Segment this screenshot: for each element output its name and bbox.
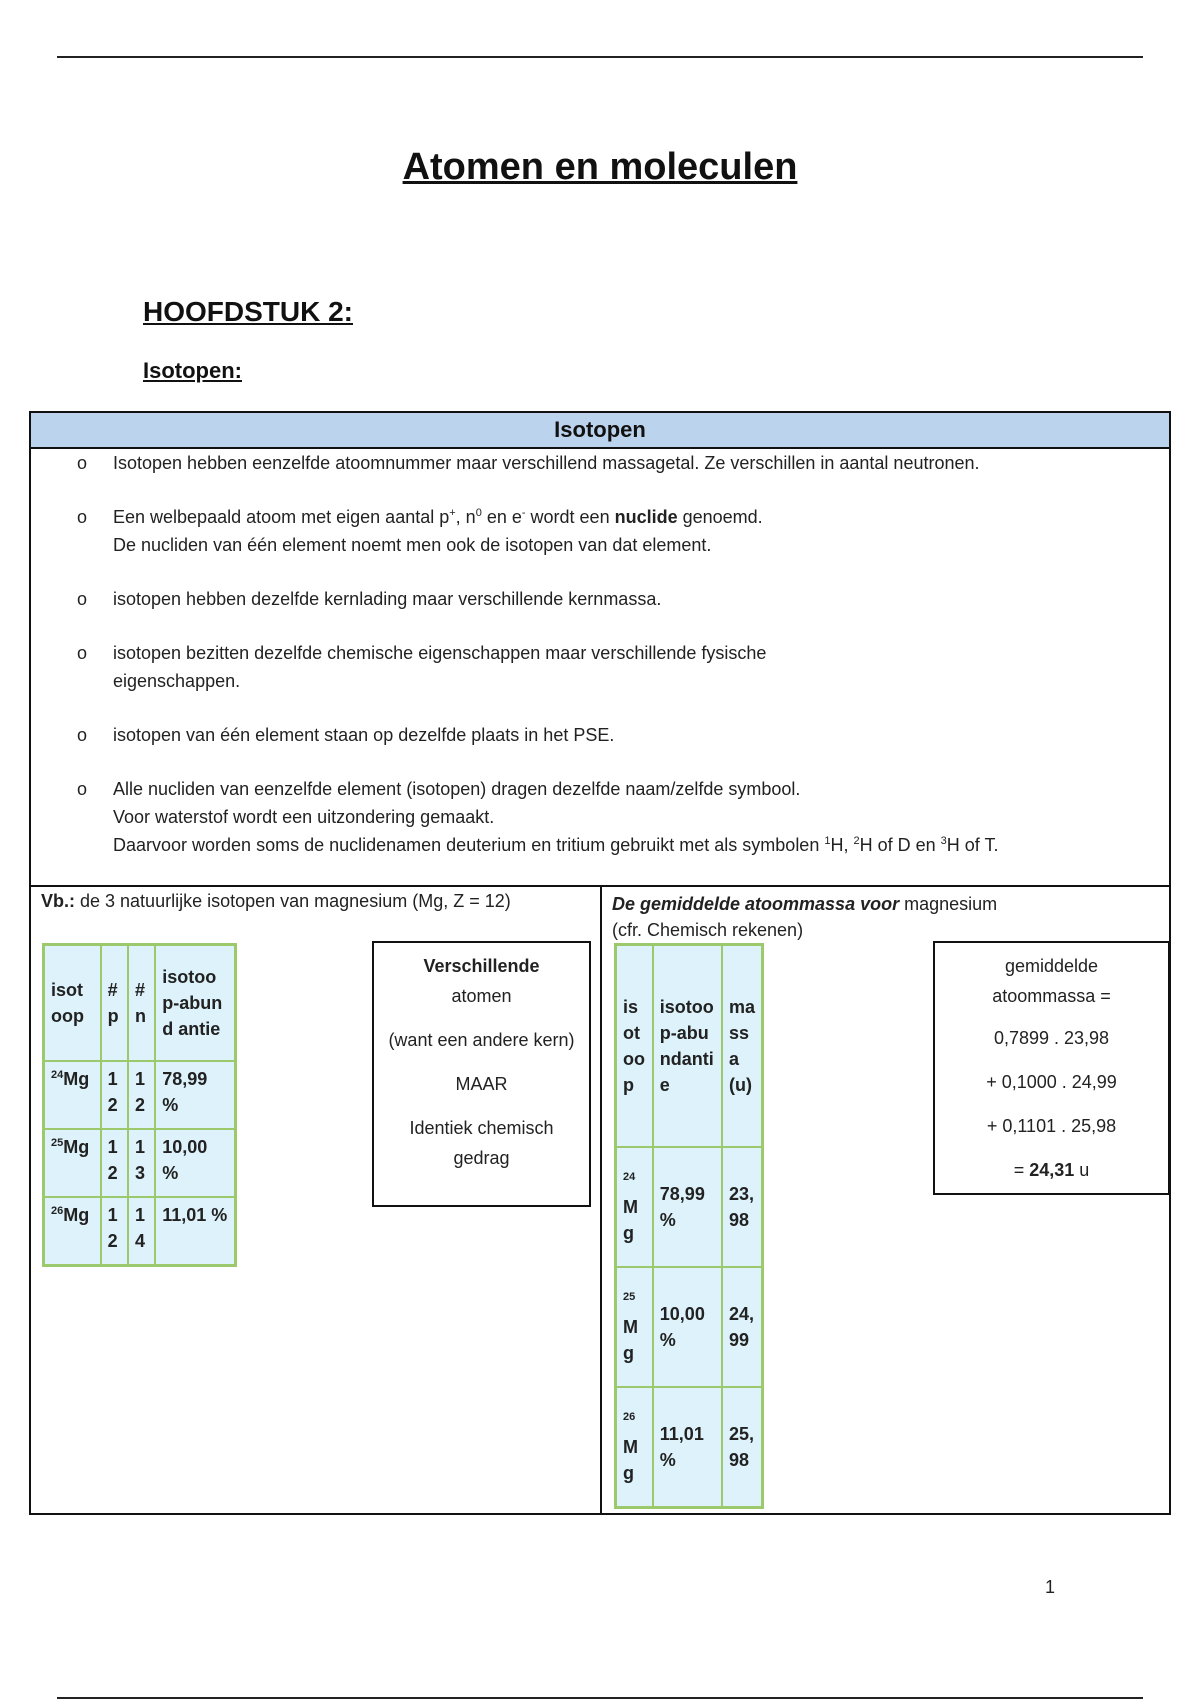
table-cell: $^{26}$ Mg (616, 1387, 653, 1508)
note-text: (want een andere kern) (388, 1030, 575, 1050)
bullet-mark: o (77, 779, 88, 799)
header-rule (57, 56, 1143, 58)
bullet-text: eigenschappen. (113, 671, 241, 691)
table-cell: $^{24}$Mg (44, 1061, 101, 1129)
section-heading: Isotopen: (143, 358, 242, 383)
calc-line: + 0,1000 . 24,99 (986, 1072, 1117, 1092)
bullet-mark: o (77, 643, 88, 663)
average-table (614, 943, 764, 1509)
note-text: MAAR (455, 1074, 508, 1094)
bullet-text: De nucliden van één element noemt men ook de isotopen van dat element. (113, 535, 712, 555)
bullet-text: Daarvoor worden soms de nuclidenamen deuterium en tritium gebruikt met als symbolen $^1$H, $^2$H of D en $^3$H of T. (113, 835, 999, 855)
table-header-cell: isotoop-abundantie (653, 945, 722, 1148)
page-number: 1 (1045, 1577, 1056, 1597)
calc-result: = 24,31 u (1013, 1160, 1090, 1180)
table-header-cell: isotoo p-abund antie (155, 945, 235, 1062)
table-header-row (44, 945, 236, 1062)
bullet-text: Voor waterstof wordt een uitzondering gemaakt. (113, 807, 495, 827)
table-cell: 24,99 (722, 1267, 763, 1387)
table-cell: $^{25}$Mg (44, 1129, 101, 1197)
table-row (44, 1197, 236, 1266)
table-cell: 25,98 (722, 1387, 763, 1508)
table-header-cell: isotoop (616, 945, 653, 1148)
table-cell: 12 (128, 1061, 155, 1129)
table-cell: 10,00 % (155, 1129, 235, 1197)
example-label: Vb.: de 3 natuurlijke isotopen van magnesium (Mg, Z = 12) (41, 891, 511, 911)
table-cell: 12 (101, 1197, 128, 1266)
isotopen-box (29, 411, 1171, 1515)
bullet-text: isotopen hebben dezelfde kernlading maar verschillende kernmassa. (113, 589, 662, 609)
difference-note (372, 941, 591, 1207)
bullet-text: Isotopen hebben eenzelfde atoomnummer maar verschillend massagetal. Ze verschillen in aantal neutronen. (113, 453, 980, 473)
table-cell: $^{26}$Mg (44, 1197, 101, 1266)
bullet-text: Alle nucliden van eenzelfde element (isotopen) dragen dezelfde naam/zelfde symbool. (113, 779, 801, 799)
table-cell: 10,00 % (653, 1267, 722, 1387)
bullet-mark: o (77, 725, 88, 745)
document-title: Atomen en moleculen (402, 146, 798, 188)
table-row (44, 1061, 236, 1129)
bullet-text: Een welbepaald atoom met eigen aantal p+, $n^0$ en e- wordt een nuclide genoemd. (113, 507, 763, 527)
calc-line: 0,7899 . 23,98 (993, 1028, 1110, 1048)
table-cell: 12 (101, 1129, 128, 1197)
isotope-table (42, 943, 237, 1267)
table-header-cell: massa (u) (722, 945, 763, 1148)
table-header-cell: isot oop (44, 945, 101, 1062)
note-text: Identiek chemisch gedrag (409, 1118, 554, 1168)
average-label: De gemiddelde atoommassa voor magnesium (cfr. Chemisch rekenen) (612, 894, 998, 940)
note-heading: Verschillende (423, 956, 540, 976)
bullet-mark: o (77, 507, 88, 527)
calc-heading: gemiddelde atoommassa = (992, 956, 1111, 1006)
table-cell: 78,99 % (653, 1147, 722, 1267)
table-cell: 23,98 (722, 1147, 763, 1267)
table-row (616, 1147, 763, 1267)
footer-rule (57, 1697, 1143, 1699)
table-row (44, 1129, 236, 1197)
bullet-text: isotopen van één element staan op dezelfde plaats in het PSE. (113, 725, 615, 745)
table-cell: $^{25}$ Mg (616, 1267, 653, 1387)
table-header-cell: # p (101, 945, 128, 1062)
table-cell: 11,01 % (653, 1387, 722, 1508)
table-cell: 11,01 % (155, 1197, 235, 1266)
bullet-mark: o (77, 589, 88, 609)
table-header-row (616, 945, 763, 1148)
box-header: Isotopen (31, 413, 1169, 449)
calc-line: + 0,1101 . 25,98 (986, 1116, 1117, 1136)
table-cell: 12 (101, 1061, 128, 1129)
table-header-cell: # n (128, 945, 155, 1062)
note-text: atomen (451, 986, 512, 1006)
table-cell: 13 (128, 1129, 155, 1197)
box-divider-vertical (600, 885, 602, 1515)
bullet-mark: o (77, 453, 88, 473)
table-cell: $^{24}$ Mg (616, 1147, 653, 1267)
chapter-heading: HOOFDSTUK 2: (143, 296, 353, 327)
table-cell: 78,99 % (155, 1061, 235, 1129)
table-cell: 14 (128, 1197, 155, 1266)
table-row (616, 1387, 763, 1508)
bullet-text: isotopen bezitten dezelfde chemische eigenschappen maar verschillende fysische (113, 643, 767, 663)
calculation-box (933, 941, 1170, 1195)
table-row (616, 1267, 763, 1387)
